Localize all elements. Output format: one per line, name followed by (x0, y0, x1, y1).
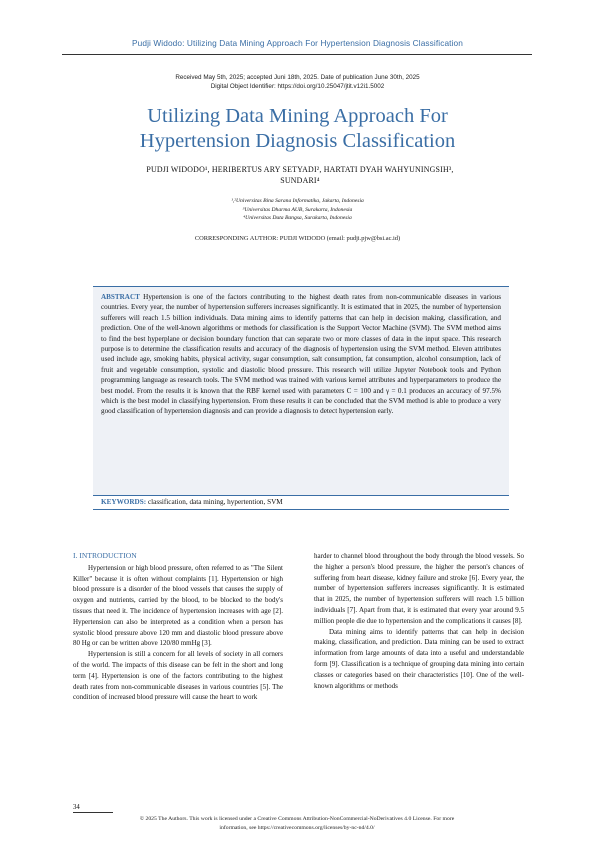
intro-paragraph-3: harder to channel blood throughout the body through the blood vessels. So the higher a person's blood pressure, the higher the person's chances of suffering from heart disease, kidney failure and stroke [6]. Every year, the number of hypertension sufferers increases significantly. It is estimated that in 2025, the number of hypertension sufferers will reach 1.5 billion individuals [7]. Apart from that, it is estimated that every year around 9.5 million people die due to hypertension and the complications it causes [8]. (314, 552, 524, 625)
received-line: Received May 5th, 2025; accepted Juni 18th, 2025. Date of publication June 30th, 2025 (175, 74, 420, 81)
abstract-label: ABSTRACT (101, 293, 140, 301)
affiliation-2: ³Universitas Dharma AUB, Surakarta, Indonesia (242, 206, 353, 213)
license-line-1: © 2025 The Authors. This work is licensed under a Creative Commons Attribution-NonCommercial-NoDerivatives 4.0 License. For more (139, 816, 455, 822)
corresponding-author: CORRESPONDING AUTHOR: PUDJI WIDODO (email: pudji.pjw@bsi.ac.id) (194, 235, 401, 242)
abstract (101, 292, 501, 417)
right-column (314, 551, 524, 691)
left-column (73, 551, 283, 703)
footer-rule (73, 812, 113, 813)
abstract-text: Hypertension is one of the factors contributing to the highest death rates from non-communicable diseases in various countries. Every year, the number of hypertension sufferers increases significantly. It is estimated that in 2025, the number of hypertension sufferers will reach 1.5 billion individuals. Data mining aims to identify patterns that can help in decision making, classification, and prediction. One of the well-known algorithms or methods for classification is the Support Vector Machine (SVM). The SVM method aims to find the best hyperplane or decision boundary function that can separate two or more classes of data in the input space. This research purpose is to determine the classification results and accuracy of the diagnosis of hypertension using the SVM method. Eleven attributes used include age, smoking habits, physical activity, sugar consumption, salt consumption, fat consumption, alcohol consumption, lack of fruit and vegetable consumption, systolic and diastolic blood pressure. This research will utilize Jupyter Notebook tools and Python programming language as research tools. The SVM method was trained with various kernel attributes and hyperparameters to produce the best model. From the results it is known that the RBF kernel used with parameters C = 100 and γ = 0.1 produces an accuracy of 97.5% which is the best model in classifying hypertension. From these results it can be concluded that the SVM method is able to produce a very good classification of hypertension diagnosis and can provide a diagnosis to detect hypertension early. (101, 293, 501, 416)
affiliation-1: ¹,²Universitas Bina Sarana Informatika, Jakarta, Indonesia (231, 198, 364, 204)
keywords (101, 497, 501, 507)
page-number: 34 (73, 804, 80, 811)
intro-paragraph-2: Hypertension is still a concern for all levels of society in all corners of the world. The impacts of this disease can be felt in the short and long term [4]. Hypertension is one of the factors contributing to the highest death rates from non-communicable diseases in various countries [5]. The condition of increased blood pressure will cause the heart to work (73, 650, 283, 702)
keywords-text: classification, data mining, hypertention, SVM (147, 498, 283, 506)
keywords-label: KEYWORDS: (101, 498, 147, 506)
publication-dates (0, 73, 595, 91)
doi-line[interactable]: Digital Object Identifier: https://doi.org/10.25047/jtit.v12i1.5002 (210, 83, 385, 90)
license-line-2[interactable]: information, see https://creativecommons.org/licenses/by-nc-nd/4.0/ (219, 825, 375, 831)
section-heading: I. INTRODUCTION (73, 551, 137, 560)
license-notice (62, 815, 532, 833)
running-head: Pudji Widodo: Utilizing Data Mining Approach For Hypertension Diagnosis Classification (132, 38, 463, 48)
affiliation-3: ⁴Universitas Duta Bangsa, Surakarta, Indonesia (243, 215, 352, 221)
affiliations (0, 197, 595, 223)
header-rule (62, 54, 532, 55)
title-line-1: Utilizing Data Mining Approach For (147, 105, 448, 127)
paper-title (0, 104, 595, 154)
intro-paragraph-1: Hypertension or high blood pressure, often referred to as "The Silent Killer" because it is often without complaints [1]. Hypertension or high blood pressure is a disorder of the blood vessels that causes the supply of oxygen and nutrients, carried by the blood, to be blocked to the body's tissues that need it. The incidence of hypertension increases with age [2]. Hypertension can also be interpreted as a condition when a person has systolic blood pressure above 120 mm and diastolic blood pressure above 80 Hg or can be written above 120/80 mmHg [3]. (73, 563, 283, 648)
author-list (140, 164, 460, 186)
authors-line-1: PUDJI WIDODO¹, HERIBERTUS ARY SETYADI², HARTATI DYAH WAHYUNINGSIH³, (146, 165, 454, 174)
authors-line-2: SUNDARI⁴ (280, 176, 320, 185)
intro-paragraph-4: Data mining aims to identify patterns that can help in decision making, classification, and prediction. Data mining can be used to extract information from large amounts of data into a useful and understandable form [9]. Classification is a technique of grouping data mining into certain classes or categories based on their characteristics [10]. One of the well-known algorithms or methods (314, 627, 524, 690)
title-line-2: Hypertension Diagnosis Classification (139, 130, 456, 152)
keywords-rule (93, 509, 509, 510)
